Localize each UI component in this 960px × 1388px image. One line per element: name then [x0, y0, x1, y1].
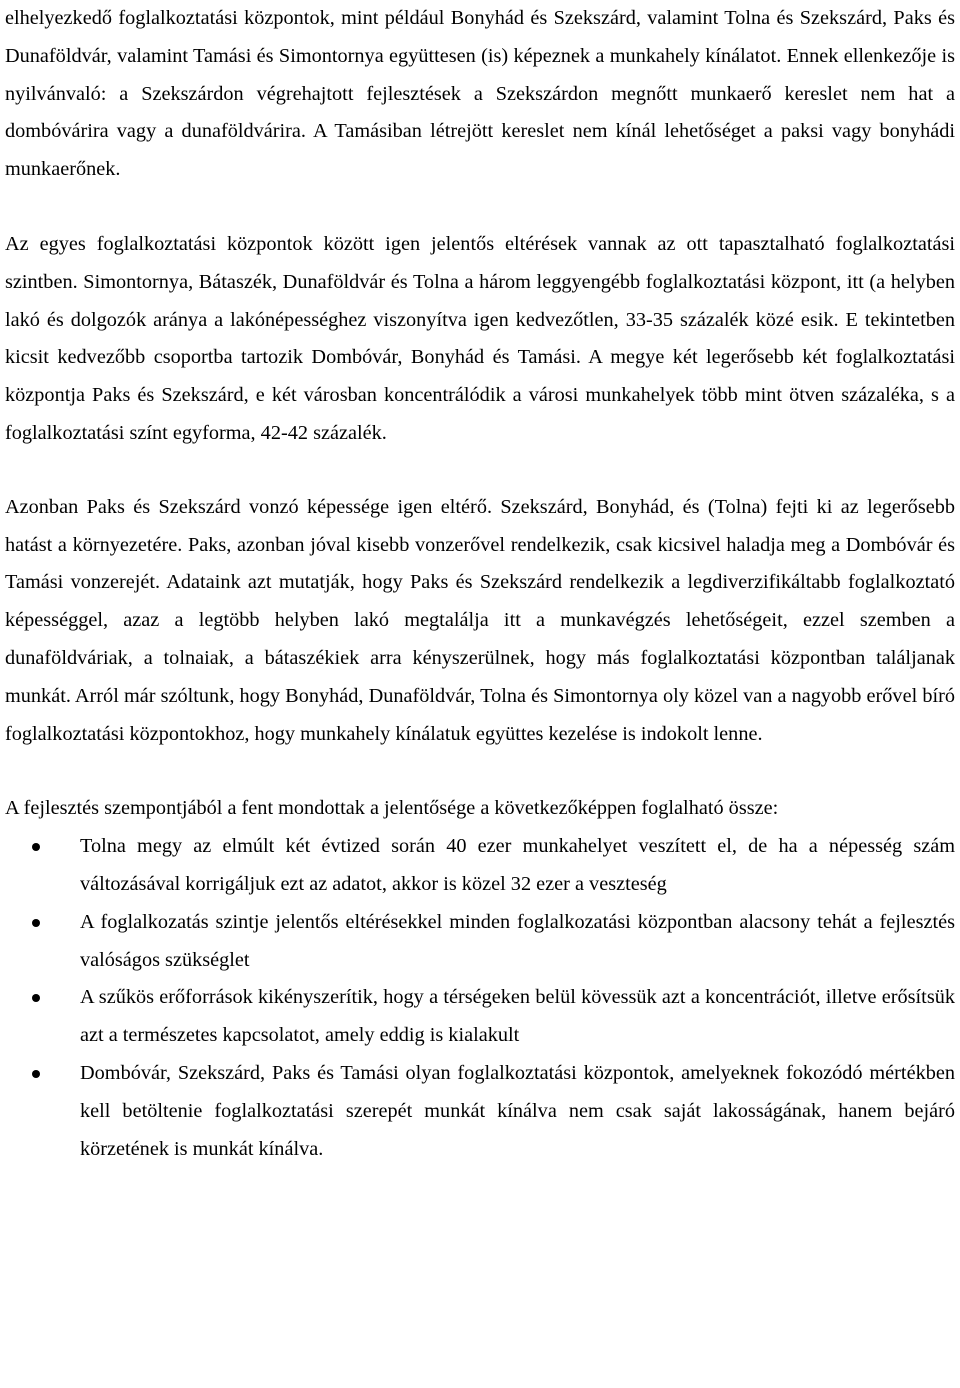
list-item-text: A foglalkozatás szintje jelentős eltérésekkel minden foglalkozatási központban alacsony tehát a fejlesztés valóságos szükséglet	[80, 910, 955, 971]
list-item	[5, 979, 955, 1055]
bullet-icon	[32, 919, 40, 927]
bullet-list	[5, 828, 955, 1168]
document-page	[5, 0, 955, 1168]
paragraph-1: elhelyezkedő foglalkoztatási központok, mint például Bonyhád és Szekszárd, valamint Tolna és Szekszárd, Paks és Dunaföldvár, valamint Tamási és Simontornya együttesen (is) képeznek a munkahely kínálatot. Ennek ellenkezője is nyilvánvaló: a Szekszárdon végrehajtott fejlesztések a Szekszárdon megnőtt munkaerő kereslet nem hat a dombóvárira vagy a dunaföldvárira. A Tamásiban létrejött kereslet nem kínál lehetőséget a paksi vagy bonyhádi munkaerőnek.	[5, 7, 955, 181]
paragraph-2: Az egyes foglalkoztatási központok között igen jelentős eltérések vannak az ott tapasztalható foglalkoztatási szintben. Simontornya, Bátaszék, Dunaföldvár és Tolna a három leggyengébb foglalkoztatási központ, itt (a helyben lakó és dolgozók aránya a lakónépességhez viszonyítva igen kedvezőtlen, 33-35 százalék közé esik. E tekintetben kicsit kedvezőbb csoportba tartozik Dombóvár, Bonyhád és Tamási. A megye két legerősebb két foglalkoztatási központja Paks és Szekszárd, e két városban koncentrálódik a városi munkahelyek több mint ötven százaléka, s a foglalkoztatási színt egyforma, 42-42 százalék.	[5, 232, 955, 444]
list-item-text: Tolna megy az elmúlt két évtized során 40 ezer munkahelyet veszített el, de ha a népesség szám változásával korrigáljuk ezt az adatot, akkor is közel 32 ezer a veszteség	[80, 835, 955, 895]
list-item	[5, 828, 955, 904]
paragraph-4: A fejlesztés szempontjából a fent mondottak a jelentősége a következőképpen foglalható össze:	[5, 797, 779, 820]
bullet-icon	[32, 1070, 40, 1078]
list-item-text: A szűkös erőforrások kikényszerítik, hogy a térségeken belül kövessük azt a koncentrációt, illetve erősítsük azt a természetes kapcsolatot, amely eddig is kialakult	[80, 986, 955, 1047]
paragraph-spacer	[5, 189, 955, 226]
bullet-icon	[32, 843, 40, 851]
paragraph-spacer	[5, 453, 955, 489]
bullet-icon	[32, 994, 40, 1002]
paragraph-spacer	[5, 753, 955, 790]
list-item	[5, 1055, 955, 1168]
paragraph-3: Azonban Paks és Szekszárd vonzó képessége igen eltérő. Szekszárd, Bonyhád, és (Tolna) fejti ki az legerősebb hatást a környezetére. Paks, azonban jóval kisebb vonzerővel rendelkezik, csak kicsivel haladja meg a Dombóvár és Tamási vonzerejét. Adataink azt mutatják, hogy Paks és Szekszárd rendelkezik a legdiverzifikáltabb foglalkoztató képességgel, azaz a legtöbb helyben lakó megtalálja itt a munkavégzés lehetőségeit, ezzel szemben a dunaföldváriak, a tolnaiak, a bátaszékiek arra kényszerülnek, hogy más foglalkoztatási központban találjanak munkát. Arról már szóltunk, hogy Bonyhád, Dunaföldvár, Tolna és Simontornya oly közel van a nagyobb erővel bíró foglalkoztatási központokhoz, hogy munkahely kínálatuk együttes kezelése is indokolt lenne.	[5, 495, 955, 745]
list-item	[5, 904, 955, 980]
list-item-text: Dombóvár, Szekszárd, Paks és Tamási olyan foglalkoztatási központok, amelyeknek fokozódó mértékben kell betöltenie foglalkoztatási szerepét munkát kínálva nem csak saját lakosságának, hanem bejáró körzetének is munkát kínálva.	[80, 1061, 955, 1160]
